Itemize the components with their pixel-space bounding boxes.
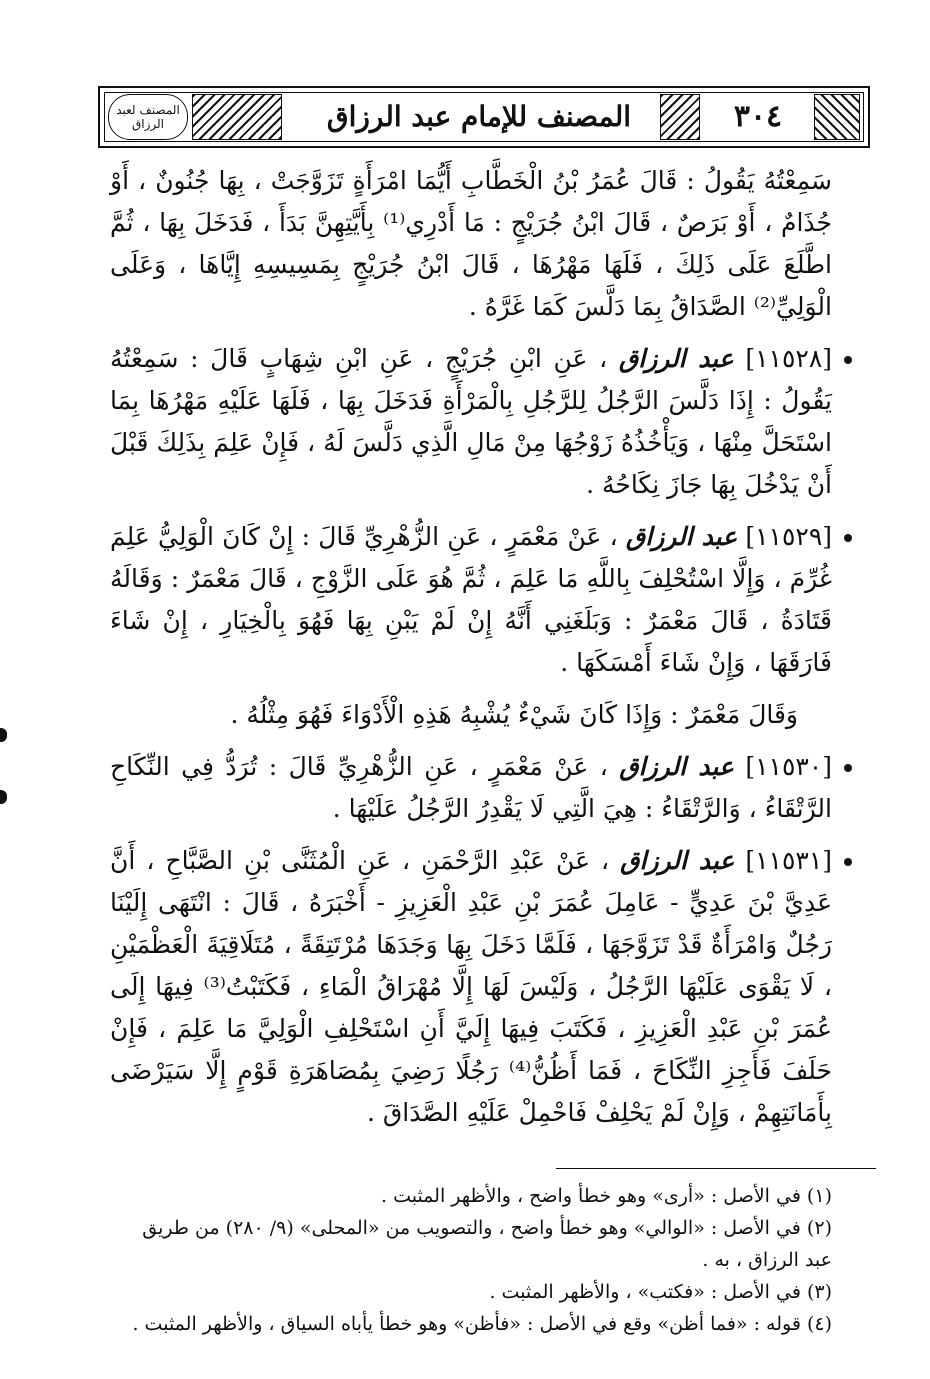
paragraph-continuation	[110, 160, 832, 328]
bullet-marker	[844, 534, 852, 542]
bullet-marker	[844, 356, 852, 364]
hadith-text: ، عَنْ مَعْمَرٍ ، عَنِ الزُّهْرِيِّ قَالَ : تُرَدُّ فِي النِّكَاحِ الرَّتْقَاءُ ، وَالرَّتْقَاءُ : هِيَ الَّتِي لَا يَقْدِرُ الرَّجُلُ عَلَيْهَا .	[110, 752, 832, 823]
paragraph-text: وَقَالَ مَعْمَرٌ : وَإِذَا كَانَ شَيْءٌ يُشْبِهُ هَذِهِ الْأَدْوَاءَ فَهُوَ مِثْلُهُ .	[230, 700, 798, 729]
main-text	[110, 160, 832, 1144]
hadith-text: ، عَنِ ابْنِ جُرَيْجٍ ، عَنِ ابْنِ شِهَابٍ قَالَ : سَمِعْتُهُ يَقُولُ : إِذَا دَلَّسَ الرَّجُلُ لِلرَّجُلِ بِالْمَرْأَةِ فَدَخَلَ بِهَا ، فَلَهَا عَلَيْهِ مَهْرُهَا بِمَا اسْتَحَلَّ مِنْهَا ، وَيَأْخُذُهُ زَوْجُهَا مِنْ مَالِ الَّذِي دَلَّسَ لَهُ ، فَإِنْ عَلِمَ بِذَلِكَ قَبْلَ أَنْ يَدْخُلَ بِهَا جَازَ نِكَاحُهُ .	[110, 344, 832, 499]
scan-edge-mark	[0, 728, 7, 742]
bullet-marker	[844, 858, 852, 866]
hadith-number: [١١٥٢٩]	[745, 522, 833, 551]
book-logo: المصنف لعبد الرزاق	[108, 94, 188, 140]
hadith-number: [١١٥٣١]	[745, 846, 833, 875]
footnote-4: (٤) قوله : «فما أظن» وقع في الأصل : «فأظن» وهو خطأ يأباه السياق ، والأظهر المثبت .	[132, 1313, 832, 1335]
hadith-number: [١١٥٣٠]	[745, 752, 832, 781]
running-header	[98, 86, 870, 148]
ornament-right	[660, 94, 700, 140]
footnote-1: (١) في الأصل : «أرى» وهو خطأ واضح ، والأظهر المثبت .	[380, 1185, 832, 1207]
hadith-11529-addendum	[110, 694, 832, 736]
ornament-right-corner	[814, 94, 860, 140]
narrator-lead: عبد الرزاق	[625, 522, 738, 551]
scan-edge-mark	[0, 790, 7, 804]
narrator-lead: عبد الرزاق	[618, 344, 734, 373]
bullet-marker	[844, 764, 852, 772]
paragraph-text: سَمِعْتُهُ يَقُولُ : قَالَ عُمَرُ بْنُ الْخَطَّابِ أَيُّمَا امْرَأَةٍ تَزَوَّجَتْ ، بِهَا جُنُونٌ ، أَوْ جُذَامٌ ، أَوْ بَرَصٌ ، قَالَ ابْنُ جُرَيْجٍ : مَا أَدْرِي⁽¹⁾ بِأَيَّتِهِنَّ بَدَأَ ، فَدَخَلَ بِهَا ، ثُمَّ اطَّلَعَ عَلَى ذَلِكَ ، فَلَهَا مَهْرُهَا ، قَالَ ابْنُ جُرَيْجٍ بِمَسِيسِهِ إِيَّاهَا ، وَعَلَى الْوَلِيِّ⁽²⁾ الصَّدَاقُ بِمَا دَلَّسَ كَمَا غَرَّهُ .	[110, 166, 833, 321]
page-number: ٣٠٤	[733, 99, 783, 134]
header-title: المصنف للإمام عبد الرزاق	[326, 100, 632, 133]
narrator-lead: عبد الرزاق	[620, 846, 735, 875]
hadith-text: ، عَنْ عَبْدِ الرَّحْمَنِ ، عَنِ الْمُثَنَّى بْنِ الصَّبَّاحِ ، أَنَّ عَدِيَّ بْنَ عَدِيٍّ - عَامِلَ عُمَرَ بْنِ عَبْدِ الْعَزِيزِ - أَخْبَرَهُ ، قَالَ : انْتَهَى إِلَيْنَا رَجُلٌ وَامْرَأَةٌ قَدْ تَزَوَّجَهَا ، فَلَمَّا دَخَلَ بِهَا وَجَدَهَا مُرْتَتِقَةً ، مُتَلَاقِيَةَ الْعَظْمَيْنِ ، لَا يَقْوَى عَلَيْهَا الرَّجُلُ ، وَلَيْسَ لَهَا إِلَّا مُهْرَاقُ الْمَاءِ ، فَكَتَبْتُ⁽³⁾ فِيهَا إِلَى عُمَرَ بْنِ عَبْدِ الْعَزِيزِ ، فَكَتَبَ فِيهَا إِلَيَّ أَنِ اسْتَحْلِفِ الْوَلِيَّ مَا عَلِمَ ، فَإِنْ حَلَفَ فَأَجِزِ النِّكَاحَ ، فَمَا أَظُنُّ⁽⁴⁾ رَجُلًا رَضِيَ بِمُصَاهَرَةِ قَوْمٍ إِلَّا سَيَرْضَى بِأَمَانَتِهِمْ ، وَإِنْ لَمْ يَحْلِفْ فَاحْمِلْ عَلَيْهِ الصَّدَاقَ .	[110, 846, 832, 1127]
hadith-text: ، عَنْ مَعْمَرٍ ، عَنِ الزُّهْرِيِّ قَالَ : إِنْ كَانَ الْوَلِيُّ عَلِمَ غُرِّمَ ، وَإِلَّا اسْتُحْلِفَ بِاللَّهِ مَا عَلِمَ ، ثُمَّ هُوَ عَلَى الزَّوْجِ ، قَالَ مَعْمَرٌ : وَقَالَهُ قَتَادَةُ ، قَالَ مَعْمَرٌ : وَبَلَغَنِي أَنَّهُ إِنْ لَمْ يَبْنِ بِهَا فَهُوَ بِالْخِيَارِ ، إِنْ شَاءَ فَارَقَهَا ، وَإِنْ شَاءَ أَمْسَكَهَا .	[110, 522, 832, 677]
hadith-number: [١١٥٢٨]	[745, 344, 833, 373]
footnote-2: (٢) في الأصل : «الوالي» وهو خطأ واضح ، والتصويب من «المحلى» (٩/ ٢٨٠) من طريق عبد الرزاق ، به .	[142, 1217, 832, 1271]
hadith-11531	[110, 840, 832, 1134]
footnotes	[110, 1180, 832, 1340]
footnote-3: (٣) في الأصل : «فكتب» ، والأظهر المثبت .	[489, 1281, 832, 1303]
hadith-11530	[110, 746, 832, 830]
hadith-11529	[110, 516, 832, 684]
narrator-lead: عبد الرزاق	[619, 752, 734, 781]
footnote-separator	[556, 1168, 876, 1169]
hadith-11528	[110, 338, 832, 506]
ornament-left	[192, 94, 282, 140]
